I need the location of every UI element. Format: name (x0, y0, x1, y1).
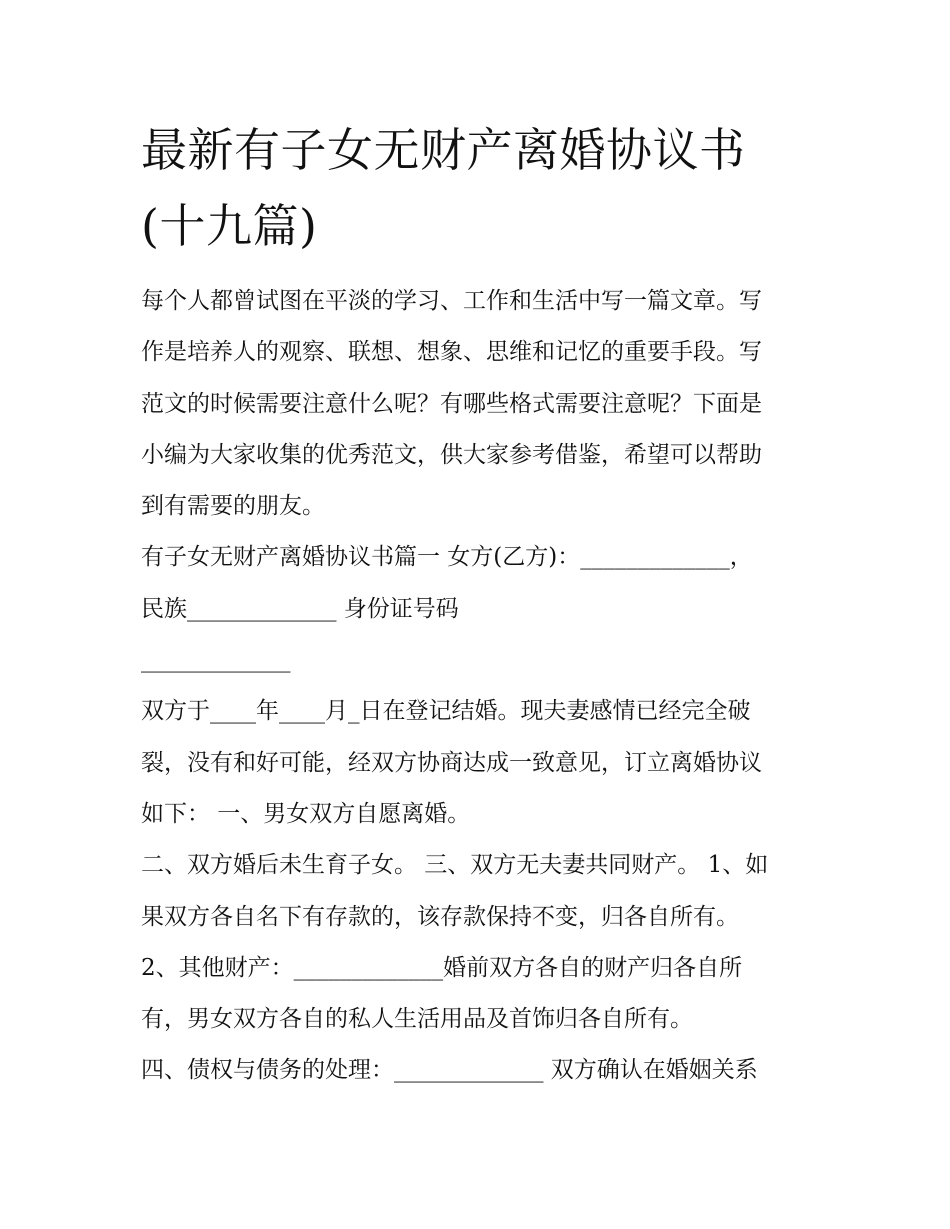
document-body (141, 276, 816, 1097)
body-line: 2、其他财产：_____________婚前双方各自的财产归各自所 (141, 954, 743, 981)
body-line: 范文的时候需要注意什么呢？有哪些格式需要注意呢？下面是 (141, 390, 762, 417)
body-line: 如下： 一、男女双方自愿离婚。 (141, 800, 471, 827)
body-line: 到有需要的朋友。 (141, 493, 325, 520)
body-line: 二、双方婚后未生育子女。 三、双方无夫妻共同财产。 1、如 (141, 852, 769, 879)
body-line: 果双方各自名下有存款的，该存款保持不变，归各自所有。 (141, 903, 739, 930)
body-line: 有子女无财产离婚协议书篇一 女方(乙方)：_____________， (141, 544, 753, 571)
body-line: 小编为大家收集的优秀范文，供大家参考借鉴，希望可以帮助 (141, 441, 762, 468)
body-line: 双方于____年____月_日在登记结婚。现夫妻感情已经完全破 (141, 698, 751, 725)
body-line: 作是培养人的观察、联想、想象、思维和记忆的重要手段。写 (141, 339, 762, 366)
body-line: 民族_____________ 身份证号码 (141, 595, 459, 622)
title-line-2: (十九篇) (141, 199, 318, 253)
body-line: 有，男女双方各自的私人生活用品及首饰归各自所有。 (141, 1006, 693, 1033)
document-page (141, 112, 816, 1097)
body-line: 四、债权与债务的处理：_____________ 双方确认在婚姻关系 (141, 1057, 758, 1084)
body-line: 每个人都曾试图在平淡的学习、工作和生活中写一篇文章。写 (141, 288, 762, 314)
body-line: _____________ (141, 647, 291, 674)
body-line: 裂，没有和好可能，经双方协商达成一致意见，订立离婚协议 (141, 749, 762, 776)
title-line-1: 最新有子女无财产离婚协议书 (141, 123, 746, 177)
document-title (141, 112, 816, 264)
